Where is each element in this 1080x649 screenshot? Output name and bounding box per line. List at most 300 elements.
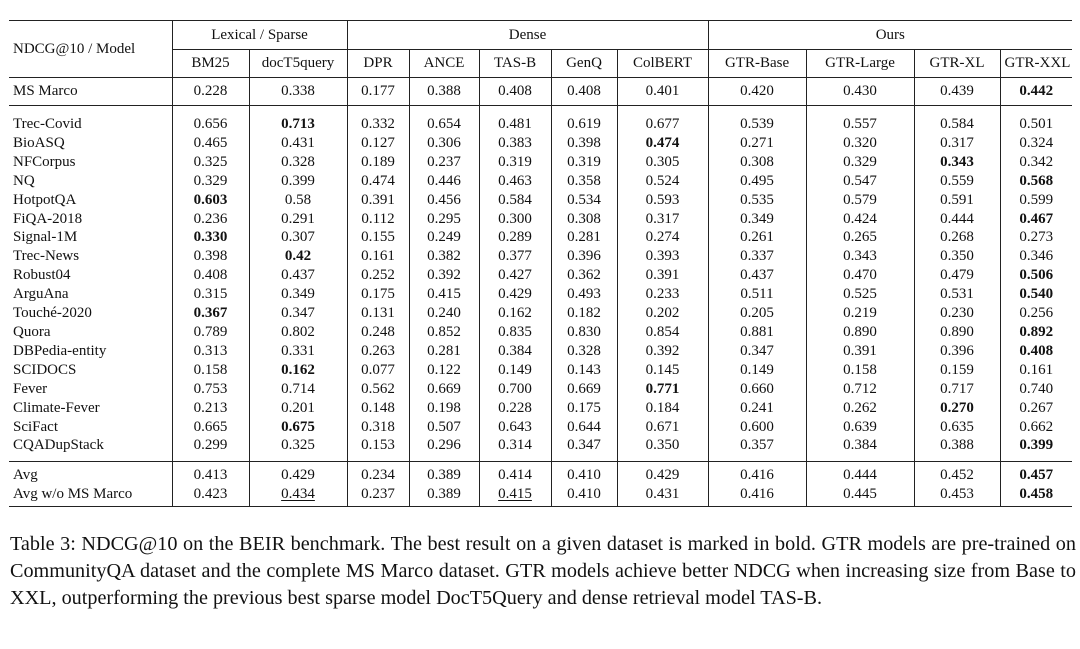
cell-value: 0.506 bbox=[1019, 267, 1054, 284]
table-row bbox=[9, 323, 1072, 342]
cell-value: 0.535 bbox=[708, 191, 806, 210]
cell-value: 0.291 bbox=[249, 210, 347, 229]
cell-value: 0.656 bbox=[172, 106, 249, 134]
cell-value: 0.328 bbox=[249, 153, 347, 172]
cell-value: 0.415 bbox=[409, 285, 479, 304]
cell-bm25 bbox=[172, 191, 249, 210]
cell-value: 0.177 bbox=[347, 78, 409, 106]
cell-value: 0.474 bbox=[347, 172, 409, 191]
group-ours: Ours bbox=[708, 21, 1072, 50]
cell-value: 0.338 bbox=[249, 78, 347, 106]
cell-value: 0.665 bbox=[172, 418, 249, 437]
cell-value: 0.424 bbox=[806, 210, 914, 229]
cell-value: 0.300 bbox=[479, 210, 551, 229]
cell-value: 0.396 bbox=[551, 247, 617, 266]
cell-value: 0.393 bbox=[617, 247, 708, 266]
cell-value: 0.771 bbox=[645, 380, 680, 397]
cell-value: 0.155 bbox=[347, 228, 409, 247]
cell-value: 0.263 bbox=[347, 342, 409, 361]
cell-value: 0.854 bbox=[617, 323, 708, 342]
cell-value: 0.320 bbox=[806, 134, 914, 153]
cell-value: 0.274 bbox=[617, 228, 708, 247]
table-row bbox=[9, 285, 1072, 304]
row-label: Robust04 bbox=[13, 267, 71, 284]
cell-value: 0.465 bbox=[172, 134, 249, 153]
cell-value: 0.295 bbox=[409, 210, 479, 229]
cell-value: 0.305 bbox=[617, 153, 708, 172]
cell-value: 0.308 bbox=[551, 210, 617, 229]
cell-value: 0.313 bbox=[172, 342, 249, 361]
cell-value: 0.184 bbox=[617, 399, 708, 418]
cell-value: 0.343 bbox=[806, 247, 914, 266]
cell-value: 0.584 bbox=[479, 191, 551, 210]
cell-value: 0.317 bbox=[617, 210, 708, 229]
cell-value: 0.881 bbox=[708, 323, 806, 342]
cell-value: 0.131 bbox=[347, 304, 409, 323]
table-row bbox=[9, 418, 1072, 437]
cell-value: 0.413 bbox=[172, 462, 249, 485]
table-row bbox=[9, 78, 1072, 106]
cell-value: 0.383 bbox=[479, 134, 551, 153]
cell-value: 0.531 bbox=[914, 285, 1000, 304]
row-label: Avg w/o MS Marco bbox=[13, 486, 133, 503]
cell-value: 0.434 bbox=[281, 486, 315, 503]
cell-value: 0.159 bbox=[914, 361, 1000, 380]
cell-value: 0.161 bbox=[347, 247, 409, 266]
cell-value: 0.890 bbox=[806, 323, 914, 342]
cell-value: 0.261 bbox=[708, 228, 806, 247]
cell-value: 0.112 bbox=[347, 210, 409, 229]
cell-value: 0.740 bbox=[1000, 380, 1072, 399]
cell-value: 0.319 bbox=[479, 153, 551, 172]
cell-value: 0.677 bbox=[617, 106, 708, 134]
cell-value: 0.892 bbox=[1019, 323, 1054, 340]
cell-value: 0.399 bbox=[249, 172, 347, 191]
cell-value: 0.415 bbox=[498, 486, 532, 503]
cell-value: 0.579 bbox=[806, 191, 914, 210]
cell-value: 0.644 bbox=[551, 418, 617, 437]
cell-value: 0.122 bbox=[409, 361, 479, 380]
cell-value: 0.237 bbox=[347, 485, 409, 506]
cell-value: 0.201 bbox=[249, 399, 347, 418]
row-label: Signal-1M bbox=[13, 229, 78, 246]
cell-value: 0.669 bbox=[409, 380, 479, 399]
cell-value: 0.408 bbox=[551, 78, 617, 106]
cell-doct5query bbox=[249, 418, 347, 437]
cell-gtr-xxl bbox=[1000, 78, 1072, 106]
cell-value: 0.671 bbox=[617, 418, 708, 437]
cell-value: 0.315 bbox=[172, 285, 249, 304]
table-row bbox=[9, 172, 1072, 191]
col-header-dpr: DPR bbox=[347, 50, 409, 78]
cell-value: 0.453 bbox=[914, 485, 1000, 506]
cell-value: 0.830 bbox=[551, 323, 617, 342]
row-label: BioASQ bbox=[13, 134, 65, 151]
cell-colbert bbox=[617, 134, 708, 153]
cell-value: 0.388 bbox=[914, 436, 1000, 461]
cell-value: 0.416 bbox=[708, 485, 806, 506]
cell-value: 0.420 bbox=[708, 78, 806, 106]
table-row bbox=[9, 399, 1072, 418]
cell-value: 0.603 bbox=[193, 191, 228, 208]
cell-value: 0.717 bbox=[914, 380, 1000, 399]
cell-value: 0.347 bbox=[249, 304, 347, 323]
cell-value: 0.325 bbox=[172, 153, 249, 172]
cell-gtr-xxl bbox=[1000, 436, 1072, 461]
cell-doct5query bbox=[249, 106, 347, 134]
row-label: NFCorpus bbox=[13, 153, 76, 170]
cell-value: 0.236 bbox=[172, 210, 249, 229]
cell-value: 0.599 bbox=[1000, 191, 1072, 210]
cell-value: 0.391 bbox=[806, 342, 914, 361]
table-caption: Table 3: NDCG@10 on the BEIR benchmark. The best result on a given dataset is marked in bold. GTR models are pre-trained on CommunityQA dataset and the complete MS Marco dataset. GTR models achieve better NDCG when increasing size from Base to XXL, outperforming the previous best sparse model DocT5Query and dense retrieval model TAS-B. bbox=[10, 533, 1076, 609]
cell-colbert bbox=[617, 380, 708, 399]
cell-value: 0.319 bbox=[551, 153, 617, 172]
cell-value: 0.562 bbox=[347, 380, 409, 399]
cell-value: 0.306 bbox=[409, 134, 479, 153]
row-label: Quora bbox=[13, 323, 51, 340]
cell-value: 0.219 bbox=[806, 304, 914, 323]
col-header-colbert: ColBERT bbox=[617, 50, 708, 78]
cell-value: 0.507 bbox=[409, 418, 479, 437]
row-label: FiQA-2018 bbox=[13, 210, 83, 227]
cell-value: 0.410 bbox=[551, 462, 617, 485]
table-row bbox=[9, 342, 1072, 361]
cell-gtr-xxl bbox=[1000, 342, 1072, 361]
cell-value: 0.299 bbox=[172, 436, 249, 461]
cell-value: 0.329 bbox=[172, 172, 249, 191]
cell-value: 0.289 bbox=[479, 228, 551, 247]
col-header-gtr-base: GTR-Base bbox=[708, 50, 806, 78]
cell-value: 0.534 bbox=[551, 191, 617, 210]
cell-value: 0.58 bbox=[249, 191, 347, 210]
cell-value: 0.318 bbox=[347, 418, 409, 437]
cell-value: 0.540 bbox=[1019, 286, 1054, 303]
cell-value: 0.444 bbox=[914, 210, 1000, 229]
cell-value: 0.362 bbox=[551, 266, 617, 285]
cell-value: 0.392 bbox=[409, 266, 479, 285]
cell-doct5query bbox=[249, 361, 347, 380]
cell-value: 0.547 bbox=[806, 172, 914, 191]
row-label: HotpotQA bbox=[13, 191, 77, 208]
cell-value: 0.391 bbox=[347, 191, 409, 210]
row-label: ArguAna bbox=[13, 286, 69, 303]
cell-value: 0.161 bbox=[1000, 361, 1072, 380]
cell-value: 0.852 bbox=[409, 323, 479, 342]
cell-value: 0.162 bbox=[281, 361, 315, 378]
cell-value: 0.314 bbox=[479, 436, 551, 461]
cell-value: 0.241 bbox=[708, 399, 806, 418]
cell-value: 0.349 bbox=[249, 285, 347, 304]
cell-value: 0.296 bbox=[409, 436, 479, 461]
cell-value: 0.584 bbox=[914, 106, 1000, 134]
cell-value: 0.281 bbox=[409, 342, 479, 361]
cell-value: 0.398 bbox=[172, 247, 249, 266]
table-row bbox=[9, 191, 1072, 210]
col-header-bm25: BM25 bbox=[172, 50, 249, 78]
cell-value: 0.367 bbox=[193, 305, 228, 322]
cell-value: 0.265 bbox=[806, 228, 914, 247]
row-label: Climate-Fever bbox=[13, 399, 100, 416]
cell-value: 0.593 bbox=[617, 191, 708, 210]
cell-value: 0.458 bbox=[1019, 486, 1054, 503]
cell-value: 0.42 bbox=[284, 248, 312, 265]
cell-value: 0.452 bbox=[914, 462, 1000, 485]
cell-value: 0.525 bbox=[806, 285, 914, 304]
cell-value: 0.350 bbox=[914, 247, 1000, 266]
cell-bm25 bbox=[172, 228, 249, 247]
cell-value: 0.268 bbox=[914, 228, 1000, 247]
cell-value: 0.317 bbox=[914, 134, 1000, 153]
cell-value: 0.330 bbox=[193, 229, 228, 246]
cell-value: 0.430 bbox=[806, 78, 914, 106]
cell-value: 0.382 bbox=[409, 247, 479, 266]
row-label: NQ bbox=[13, 172, 35, 189]
table-row bbox=[9, 228, 1072, 247]
cell-value: 0.237 bbox=[409, 153, 479, 172]
cell-value: 0.337 bbox=[708, 247, 806, 266]
cell-value: 0.182 bbox=[551, 304, 617, 323]
row-label: CQADupStack bbox=[13, 437, 104, 454]
cell-value: 0.202 bbox=[617, 304, 708, 323]
cell-value: 0.398 bbox=[551, 134, 617, 153]
cell-value: 0.524 bbox=[617, 172, 708, 191]
cell-value: 0.248 bbox=[347, 323, 409, 342]
table-row bbox=[9, 106, 1072, 134]
col-header-doct5query: docT5query bbox=[249, 50, 347, 78]
cell-value: 0.643 bbox=[479, 418, 551, 437]
results-table bbox=[9, 20, 1072, 507]
cell-value: 0.349 bbox=[708, 210, 806, 229]
cell-value: 0.700 bbox=[479, 380, 551, 399]
row-label: Trec-Covid bbox=[13, 116, 82, 132]
cell-value: 0.789 bbox=[172, 323, 249, 342]
cell-gtr-xxl bbox=[1000, 323, 1072, 342]
cell-value: 0.347 bbox=[708, 342, 806, 361]
cell-value: 0.148 bbox=[347, 399, 409, 418]
cell-value: 0.249 bbox=[409, 228, 479, 247]
cell-value: 0.429 bbox=[479, 285, 551, 304]
cell-value: 0.271 bbox=[708, 134, 806, 153]
cell-value: 0.408 bbox=[1019, 342, 1054, 359]
cell-value: 0.437 bbox=[708, 266, 806, 285]
cell-value: 0.149 bbox=[479, 361, 551, 380]
table-row bbox=[9, 485, 1072, 506]
cell-value: 0.493 bbox=[551, 285, 617, 304]
table-row bbox=[9, 462, 1072, 485]
cell-value: 0.357 bbox=[708, 436, 806, 461]
cell-value: 0.234 bbox=[347, 462, 409, 485]
cell-value: 0.347 bbox=[551, 436, 617, 461]
cell-value: 0.675 bbox=[281, 418, 315, 435]
cell-value: 0.399 bbox=[1019, 437, 1054, 454]
cell-value: 0.470 bbox=[806, 266, 914, 285]
cell-value: 0.228 bbox=[479, 399, 551, 418]
cell-value: 0.408 bbox=[172, 266, 249, 285]
cell-value: 0.429 bbox=[617, 462, 708, 485]
cell-bm25 bbox=[172, 304, 249, 323]
cell-value: 0.414 bbox=[479, 462, 551, 485]
cell-value: 0.350 bbox=[617, 436, 708, 461]
cell-value: 0.331 bbox=[249, 342, 347, 361]
cell-value: 0.189 bbox=[347, 153, 409, 172]
cell-value: 0.669 bbox=[551, 380, 617, 399]
cell-value: 0.479 bbox=[914, 266, 1000, 285]
row-label: MS Marco bbox=[13, 83, 78, 99]
cell-gtr-xxl bbox=[1000, 285, 1072, 304]
cell-value: 0.457 bbox=[1019, 467, 1054, 484]
cell-value: 0.429 bbox=[249, 462, 347, 485]
cell-gtr-xxl bbox=[1000, 210, 1072, 229]
cell-value: 0.332 bbox=[347, 106, 409, 134]
cell-value: 0.559 bbox=[914, 172, 1000, 191]
cell-value: 0.377 bbox=[479, 247, 551, 266]
cell-value: 0.396 bbox=[914, 342, 1000, 361]
cell-tas-b bbox=[479, 485, 551, 506]
cell-value: 0.145 bbox=[617, 361, 708, 380]
cell-value: 0.442 bbox=[1019, 83, 1054, 99]
cell-value: 0.437 bbox=[249, 266, 347, 285]
cell-value: 0.308 bbox=[708, 153, 806, 172]
group-lexical-sparse: Lexical / Sparse bbox=[172, 21, 347, 50]
table-row bbox=[9, 153, 1072, 172]
cell-gtr-xl bbox=[914, 153, 1000, 172]
cell-value: 0.153 bbox=[347, 436, 409, 461]
cell-value: 0.423 bbox=[172, 485, 249, 506]
group-dense: Dense bbox=[347, 21, 708, 50]
cell-value: 0.213 bbox=[172, 399, 249, 418]
table-row bbox=[9, 134, 1072, 153]
cell-value: 0.162 bbox=[479, 304, 551, 323]
cell-value: 0.662 bbox=[1000, 418, 1072, 437]
cell-value: 0.712 bbox=[806, 380, 914, 399]
cell-value: 0.446 bbox=[409, 172, 479, 191]
cell-value: 0.445 bbox=[806, 485, 914, 506]
cell-value: 0.431 bbox=[617, 485, 708, 506]
cell-value: 0.342 bbox=[1000, 153, 1072, 172]
cell-value: 0.753 bbox=[172, 380, 249, 399]
cell-value: 0.557 bbox=[806, 106, 914, 134]
cell-value: 0.262 bbox=[806, 399, 914, 418]
cell-value: 0.325 bbox=[249, 436, 347, 461]
cell-value: 0.346 bbox=[1000, 247, 1072, 266]
row-label: Avg bbox=[13, 467, 38, 484]
cell-value: 0.175 bbox=[551, 399, 617, 418]
cell-value: 0.358 bbox=[551, 172, 617, 191]
cell-value: 0.635 bbox=[914, 418, 1000, 437]
cell-value: 0.143 bbox=[551, 361, 617, 380]
cell-value: 0.273 bbox=[1000, 228, 1072, 247]
cell-value: 0.600 bbox=[708, 418, 806, 437]
cell-value: 0.463 bbox=[479, 172, 551, 191]
cell-value: 0.389 bbox=[409, 485, 479, 506]
cell-value: 0.343 bbox=[940, 153, 974, 170]
cell-doct5query bbox=[249, 485, 347, 506]
cell-value: 0.619 bbox=[551, 106, 617, 134]
col-header-gtr-large: GTR-Large bbox=[806, 50, 914, 78]
cell-value: 0.467 bbox=[1019, 210, 1054, 227]
table-row bbox=[9, 210, 1072, 229]
group-header-row bbox=[9, 21, 1072, 50]
cell-value: 0.456 bbox=[409, 191, 479, 210]
table-row bbox=[9, 436, 1072, 461]
row-label: SCIDOCS bbox=[13, 361, 77, 378]
col-header-genq: GenQ bbox=[551, 50, 617, 78]
cell-value: 0.252 bbox=[347, 266, 409, 285]
cell-value: 0.713 bbox=[281, 116, 315, 132]
table-row bbox=[9, 247, 1072, 266]
cell-gtr-xxl bbox=[1000, 485, 1072, 506]
cell-value: 0.431 bbox=[249, 134, 347, 153]
cell-value: 0.158 bbox=[806, 361, 914, 380]
row-label: Trec-News bbox=[13, 248, 80, 265]
cell-value: 0.444 bbox=[806, 462, 914, 485]
cell-value: 0.439 bbox=[914, 78, 1000, 106]
row-label: Touché-2020 bbox=[13, 305, 92, 322]
results-table-body bbox=[9, 78, 1072, 507]
cell-value: 0.410 bbox=[551, 485, 617, 506]
cell-value: 0.714 bbox=[249, 380, 347, 399]
cell-value: 0.495 bbox=[708, 172, 806, 191]
cell-value: 0.328 bbox=[551, 342, 617, 361]
cell-value: 0.228 bbox=[172, 78, 249, 106]
cell-value: 0.539 bbox=[708, 106, 806, 134]
cell-value: 0.270 bbox=[940, 399, 974, 416]
cell-value: 0.389 bbox=[409, 462, 479, 485]
cell-value: 0.256 bbox=[1000, 304, 1072, 323]
cell-value: 0.654 bbox=[409, 106, 479, 134]
cell-value: 0.267 bbox=[1000, 399, 1072, 418]
col-header-ance: ANCE bbox=[409, 50, 479, 78]
cell-value: 0.127 bbox=[347, 134, 409, 153]
cell-value: 0.198 bbox=[409, 399, 479, 418]
cell-value: 0.175 bbox=[347, 285, 409, 304]
cell-gtr-xxl bbox=[1000, 462, 1072, 485]
cell-value: 0.511 bbox=[708, 285, 806, 304]
cell-value: 0.077 bbox=[347, 361, 409, 380]
row-label: DBPedia-entity bbox=[13, 342, 107, 359]
row-label: SciFact bbox=[13, 418, 58, 435]
cell-value: 0.427 bbox=[479, 266, 551, 285]
cell-doct5query bbox=[249, 247, 347, 266]
table-row bbox=[9, 304, 1072, 323]
cell-value: 0.233 bbox=[617, 285, 708, 304]
cell-value: 0.591 bbox=[914, 191, 1000, 210]
cell-value: 0.384 bbox=[479, 342, 551, 361]
cell-value: 0.324 bbox=[1000, 134, 1072, 153]
cell-value: 0.329 bbox=[806, 153, 914, 172]
col-header-tas-b: TAS-B bbox=[479, 50, 551, 78]
cell-gtr-xxl bbox=[1000, 266, 1072, 285]
cell-value: 0.205 bbox=[708, 304, 806, 323]
table-row bbox=[9, 380, 1072, 399]
cell-value: 0.388 bbox=[409, 78, 479, 106]
cell-value: 0.416 bbox=[708, 462, 806, 485]
cell-value: 0.568 bbox=[1019, 172, 1054, 189]
cell-value: 0.384 bbox=[806, 436, 914, 461]
cell-value: 0.639 bbox=[806, 418, 914, 437]
corner-label: NDCG@10 / Model bbox=[13, 41, 136, 57]
table-row bbox=[9, 266, 1072, 285]
cell-gtr-xxl bbox=[1000, 172, 1072, 191]
cell-value: 0.230 bbox=[914, 304, 1000, 323]
cell-value: 0.408 bbox=[479, 78, 551, 106]
cell-value: 0.158 bbox=[172, 361, 249, 380]
cell-gtr-xl bbox=[914, 399, 1000, 418]
cell-value: 0.890 bbox=[914, 323, 1000, 342]
cell-value: 0.802 bbox=[249, 323, 347, 342]
table-row bbox=[9, 361, 1072, 380]
